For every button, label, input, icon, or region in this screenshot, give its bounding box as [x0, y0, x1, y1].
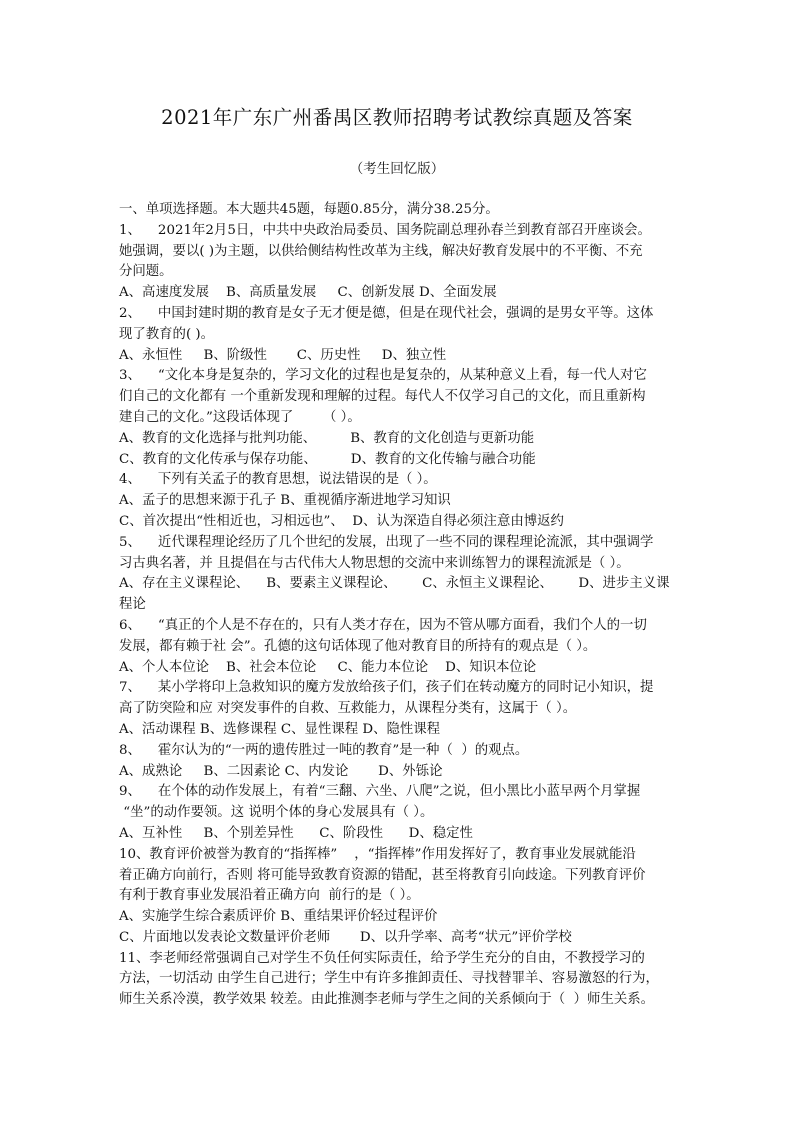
text-line: C、首次提出“性相近也，习相远也”、 D、认为深造自得必须注意由博返约 — [119, 513, 564, 529]
text-line: 建自己的文化。”这段话体现了 （ ）。 — [119, 409, 361, 425]
text-line: 师生关系冷漠，教学效果 较差。由此推测李老师与学生之间的关系倾向于（ ）师生关系。 — [119, 992, 655, 1008]
text-line: A、永恒性 B、阶级性 C、历史性 D、独立性 — [119, 347, 447, 363]
text-line: 方法，一切活动 由学生自己进行；学生中有许多推卸责任、寻找替罪羊、容易激怒的行为， — [119, 971, 659, 987]
text-line: 她强调，要以( )为主题，以供给侧结构性改革为主线，解决好教育发展中的不平衡、不充 — [119, 243, 643, 259]
text-line: A、教育的文化选择与批判功能、 B、教育的文化创造与更新功能 — [119, 430, 535, 446]
text-line: 习古典名著，并 且提倡在与古代伟大人物思想的交流中来训练智力的课程流派是（ ）。 — [119, 555, 630, 571]
text-line: 4、 下列有关孟子的教育思想，说法错误的是（ ）。 — [119, 472, 437, 488]
text-line: 9、 在个体的动作发展上，有着“三翻、六坐、八爬”之说，但小黑比小蓝早两个月掌握 — [119, 784, 641, 800]
text-line: 现了教育的( )。 — [119, 326, 215, 342]
text-line: 有利于教育事业发展沿着正确方向 前行的是（ ）。 — [119, 888, 420, 904]
text-line: 11、李老师经常强调自己对学生不负任何实际责任，给予学生充分的自由，不教授学习的 — [119, 950, 645, 966]
text-line: A、实施学生综合素质评价 B、重结果评价轻过程评价 — [119, 909, 438, 925]
text-line: 高了防突险和应 对突发事件的自救、互救能力，从课程分类有，这属于（ ）。 — [119, 701, 577, 717]
document-subtitle: （考生回忆版） — [349, 161, 445, 177]
document-body — [119, 200, 681, 1011]
text-line: A、个人本位论 B、社会本位论 C、能力本位论 D、知识本位论 — [119, 659, 537, 675]
text-line: 一、单项选择题。本大题共45题，每题0.85分，满分38.25分。 — [119, 202, 499, 217]
text-line: 着正确方向前行，否则 将可能导致教育资源的错配，甚至将教育引向歧途。下列教育评价 — [119, 867, 646, 883]
text-line: A、互补性 B、个别差异性 C、阶段性 D、稳定性 — [119, 825, 473, 841]
text-line: A、高速度发展 B、高质量发展 C、创新发展 D、全面发展 — [119, 285, 497, 301]
text-line: 们自己的文化都有 一个重新发现和理解的过程。每代人不仅学习自己的文化，而且重新构 — [119, 389, 646, 405]
text-line: A、成熟论 B、二因素论 C、内发论 D、外铄论 — [119, 763, 443, 779]
text-line: 分问题。 — [119, 264, 173, 280]
text-line: A、存在主义课程论、 B、要素主义课程论、 C、永恒主义课程论、 D、进步主义课 — [119, 576, 670, 592]
text-line: 8、 霍尔认为的“一两的遗传胜过一吨的教育”是一种（ ）的观点。 — [119, 742, 529, 758]
text-line: 5、 近代课程理论经历了几个世纪的发展，出现了一些不同的课程理论流派，其中强调学 — [119, 534, 654, 550]
text-line: C、教育的文化传承与保存功能、 D、教育的文化传输与融合功能 — [119, 451, 536, 467]
text-line: 2、 中国封建时期的教育是女子无才便是德，但是在现代社会，强调的是男女平等。这体 — [119, 305, 654, 321]
text-line: 1、 2021年2月5日，中共中央政治局委员、国务院副总理孙春兰到教育部召开座谈会。 — [119, 222, 651, 238]
text-line: 程论 — [119, 597, 146, 613]
text-line: C、片面地以发表论文数量评价老师 D、以升学率、高考“状元”评价学校 — [119, 929, 572, 945]
document-title: 2021年广东广州番禺区教师招聘考试教综真题及答案 — [161, 106, 633, 129]
text-line: A、孟子的思想来源于孔子 B、重视循序渐进地学习知识 — [119, 493, 451, 509]
text-line: 6、 “真正的个人是不存在的，只有人类才存在，因为不管从哪方面看，我们个人的一切 — [119, 617, 647, 633]
text-line: 3、 “文化本身是复杂的，学习文化的过程也是复杂的，从某种意义上看，每一代人对它 — [119, 368, 647, 384]
text-line: 7、 某小学将印上急救知识的魔方发放给孩子们，孩子们在转动魔方的同时记小知识，提 — [119, 680, 654, 696]
text-line: “坐”的动作要领。这 说明个体的身心发展具有（ ）。 — [119, 805, 434, 821]
text-line: 10、教育评价被誉为教育的“指挥棒” ，“指挥棒”作用发挥好了，教育事业发展就能沿 — [119, 846, 636, 862]
text-line: A、活动课程 B、选修课程 C、显性课程 D、隐性课程 — [119, 721, 441, 737]
text-line: 发展，都有赖于社 会”。孔德的这句话体现了他对教育目的所持有的观点是（ ）。 — [119, 638, 597, 654]
